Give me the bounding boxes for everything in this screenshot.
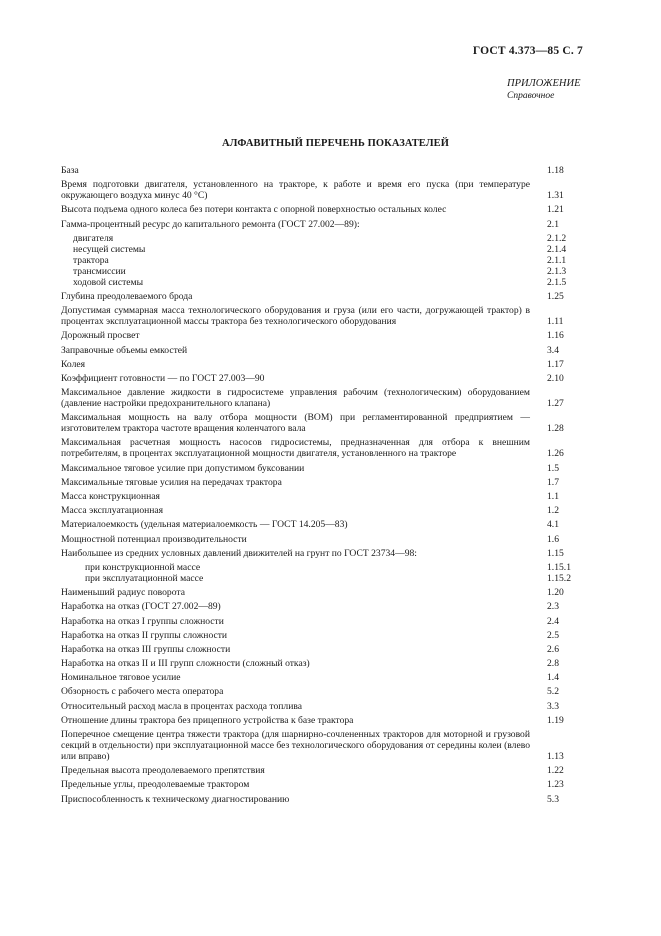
entry-text: База (61, 165, 79, 176)
entry-number: 1.21 (547, 204, 564, 216)
entry-text: Обзорность с рабочего места оператора (61, 686, 224, 698)
entry-text: Мощностной потенциал производительности (61, 533, 247, 545)
entry-text: Колея (61, 358, 86, 370)
entry-number: 2.1.3 (547, 265, 567, 277)
entry-number: 1.20 (547, 587, 564, 599)
appendix-label: ПРИЛОЖЕНИЕ (507, 78, 581, 89)
index-entry (61, 794, 585, 805)
index-entry (61, 519, 585, 530)
index-entry (61, 779, 585, 790)
index-entry (61, 244, 585, 255)
entry-number: 1.11 (547, 316, 564, 328)
index-entry (61, 305, 585, 327)
index-entry (61, 359, 585, 370)
index-entry (61, 233, 585, 244)
entry-text: двигателя (73, 232, 114, 244)
entry-number: 4.1 (547, 519, 559, 531)
index-entry (61, 277, 585, 288)
index-list (61, 165, 585, 808)
entry-number: 1.28 (547, 423, 564, 435)
entry-number: 2.4 (547, 615, 559, 627)
entry-text: при конструкционной массе (85, 561, 201, 573)
entry-number: 1.5 (547, 462, 559, 474)
entry-number: 2.1.4 (547, 243, 567, 255)
index-entry (61, 548, 585, 559)
index-entry (61, 644, 585, 655)
entry-number: 2.1.5 (547, 276, 567, 288)
entry-number: 1.15.2 (547, 572, 571, 584)
index-entry (61, 345, 585, 356)
entry-number: 1.2 (547, 505, 559, 517)
index-entry (61, 412, 585, 434)
index-entry (61, 630, 585, 641)
entry-text: Приспособленность к техническому диагностированию (61, 793, 290, 805)
entry-text: ходовой системы (73, 276, 144, 288)
page-title: АЛФАВИТНЫЙ ПЕРЕЧЕНЬ ПОКАЗАТЕЛЕЙ (221, 138, 450, 149)
index-entry (61, 219, 585, 230)
index-entry (61, 491, 585, 502)
entry-number: 1.25 (547, 290, 564, 302)
index-entry (61, 715, 585, 726)
entry-text: Время подготовки двигателя, установленного на тракторе, к работе и время его пуска (при температуре окружающего воздуха минус 40 °С) (61, 179, 530, 202)
entry-number: 2.10 (547, 372, 564, 384)
entry-text: трансмиссии (73, 265, 126, 277)
index-entry (61, 330, 585, 341)
entry-number: 1.1 (547, 491, 559, 502)
index-entry (61, 701, 585, 712)
entry-text: Гамма-процентный ресурс до капитального ремонта (ГОСТ 27.002—89): (61, 218, 360, 230)
entry-number: 1.6 (547, 533, 559, 545)
entry-number: 1.16 (547, 330, 564, 342)
entry-number: 1.27 (547, 398, 564, 410)
entry-text: Масса эксплуатационная (61, 505, 164, 517)
entry-text: Материалоемкость (удельная материалоемкость — ГОСТ 14.205—83) (61, 519, 348, 531)
entry-number: 1.4 (547, 672, 559, 684)
index-entry (61, 672, 585, 683)
index-entry (61, 729, 585, 762)
entry-text: Отношение длины трактора без прицепного устройства к базе трактора (61, 714, 354, 726)
index-entry (61, 505, 585, 516)
entry-text: при эксплуатационной массе (85, 572, 204, 584)
entry-text: Максимальные тяговые усилия на передачах трактора (61, 476, 282, 488)
entry-number: 1.19 (547, 714, 564, 726)
entry-number: 2.6 (547, 643, 559, 655)
index-entry (61, 373, 585, 384)
index-entry (61, 658, 585, 669)
entry-text: Наработка на отказ I группы сложности (61, 615, 224, 627)
page-header: ГОСТ 4.373—85 С. 7 (472, 45, 583, 57)
entry-number: 1.13 (547, 751, 564, 762)
entry-text: Наибольшее из средних условных давлений движителей на грунт по ГОСТ 23734—98: (61, 547, 417, 559)
entry-number: 3.3 (547, 700, 559, 712)
entry-text: Наработка на отказ II группы сложности (61, 629, 228, 641)
entry-text: Заправочные объемы емкостей (61, 344, 188, 356)
index-entry (61, 437, 585, 459)
index-entry (61, 255, 585, 266)
entry-number: 5.3 (547, 793, 559, 805)
entry-text: Максимальная расчетная мощность насосов гидросистемы, предназначенная для отбора к внешним потребителям, в процентах эксплуатационной мощности двигателя, установленного на тракторе (61, 437, 530, 460)
appendix-ref: Справочное (507, 91, 555, 101)
entry-text: Наименьший радиус поворота (61, 587, 185, 599)
entry-text: Допустимая суммарная масса технологического оборудования и груза (или его части, догружающей трактор) в процентах эксплуатационной массы трактора без технологического оборудования (61, 305, 530, 328)
entry-text: несущей системы (73, 243, 146, 255)
entry-text: Поперечное смещение центра тяжести трактора (для шарнирно-сочлененных тракторов для моторной и грузовой секций в отдельности) при эксплуатационной массе без технологического оборудования от середины колеи (влево или вправо) (61, 729, 530, 762)
entry-number: 1.18 (547, 165, 564, 176)
entry-text: Максимальная мощность на валу отбора мощности (ВОМ) при регламентированной предприятием — изготовителем трактора частоте вращения коленчатого вала (61, 412, 530, 435)
index-entry (61, 534, 585, 545)
entry-number: 1.23 (547, 779, 564, 791)
index-entry (61, 765, 585, 776)
entry-number: 2.5 (547, 629, 559, 641)
entry-number: 1.15.1 (547, 561, 571, 573)
entry-number: 2.1.1 (547, 254, 567, 266)
entry-number: 2.1.2 (547, 232, 567, 244)
entry-number: 1.17 (547, 358, 564, 370)
index-entry (61, 266, 585, 277)
entry-text: трактора (73, 254, 109, 266)
entry-number: 3.4 (547, 344, 559, 356)
index-entry (61, 165, 585, 176)
index-entry (61, 616, 585, 627)
entry-number: 2.3 (547, 601, 559, 613)
entry-number: 2.8 (547, 658, 559, 670)
appendix-block (507, 77, 581, 103)
entry-number: 2.1 (547, 218, 559, 230)
index-entry (61, 601, 585, 612)
entry-text: Глубина преодолеваемого брода (61, 290, 193, 302)
entry-text: Максимальное тяговое усилие при допустимом буксовании (61, 462, 305, 474)
entry-text: Масса конструкционная (61, 491, 160, 502)
entry-number: 1.7 (547, 476, 559, 488)
index-entry (61, 179, 585, 201)
index-entry (61, 686, 585, 697)
entry-text: Номинальное тяговое усилие (61, 672, 181, 684)
entry-text: Наработка на отказ III группы сложности (61, 643, 231, 655)
index-entry (61, 291, 585, 302)
entry-number: 1.31 (547, 190, 564, 202)
entry-text: Высота подъема одного колеса без потери контакта с опорной поверхностью остальных колес (61, 204, 447, 216)
index-entry (61, 204, 585, 215)
entry-text: Наработка на отказ (ГОСТ 27.002—89) (61, 601, 221, 613)
index-entry (61, 573, 585, 584)
entry-text: Предельные углы, преодолеваемые трактором (61, 779, 250, 791)
index-entry (61, 587, 585, 598)
entry-number: 1.15 (547, 547, 564, 559)
index-entry (61, 477, 585, 488)
entry-text: Максимальное давление жидкости в гидросистеме управления рабочим (технологическим) оборудованием (давление настройки предохранительного клапана) (61, 387, 530, 410)
entry-number: 1.26 (547, 448, 564, 460)
entry-text: Предельная высота преодолеваемого препятствия (61, 765, 265, 777)
entry-text: Коэффициент готовности — по ГОСТ 27.003—90 (61, 372, 265, 384)
entry-text: Наработка на отказ II и III групп сложности (сложный отказ) (61, 658, 310, 670)
index-entry (61, 387, 585, 409)
entry-text: Дорожный просвет (61, 330, 140, 342)
index-entry (61, 463, 585, 474)
entry-number: 5.2 (547, 686, 559, 698)
entry-number: 1.22 (547, 765, 564, 777)
entry-text: Относительный расход масла в процентах расхода топлива (61, 700, 302, 712)
index-entry (61, 562, 585, 573)
